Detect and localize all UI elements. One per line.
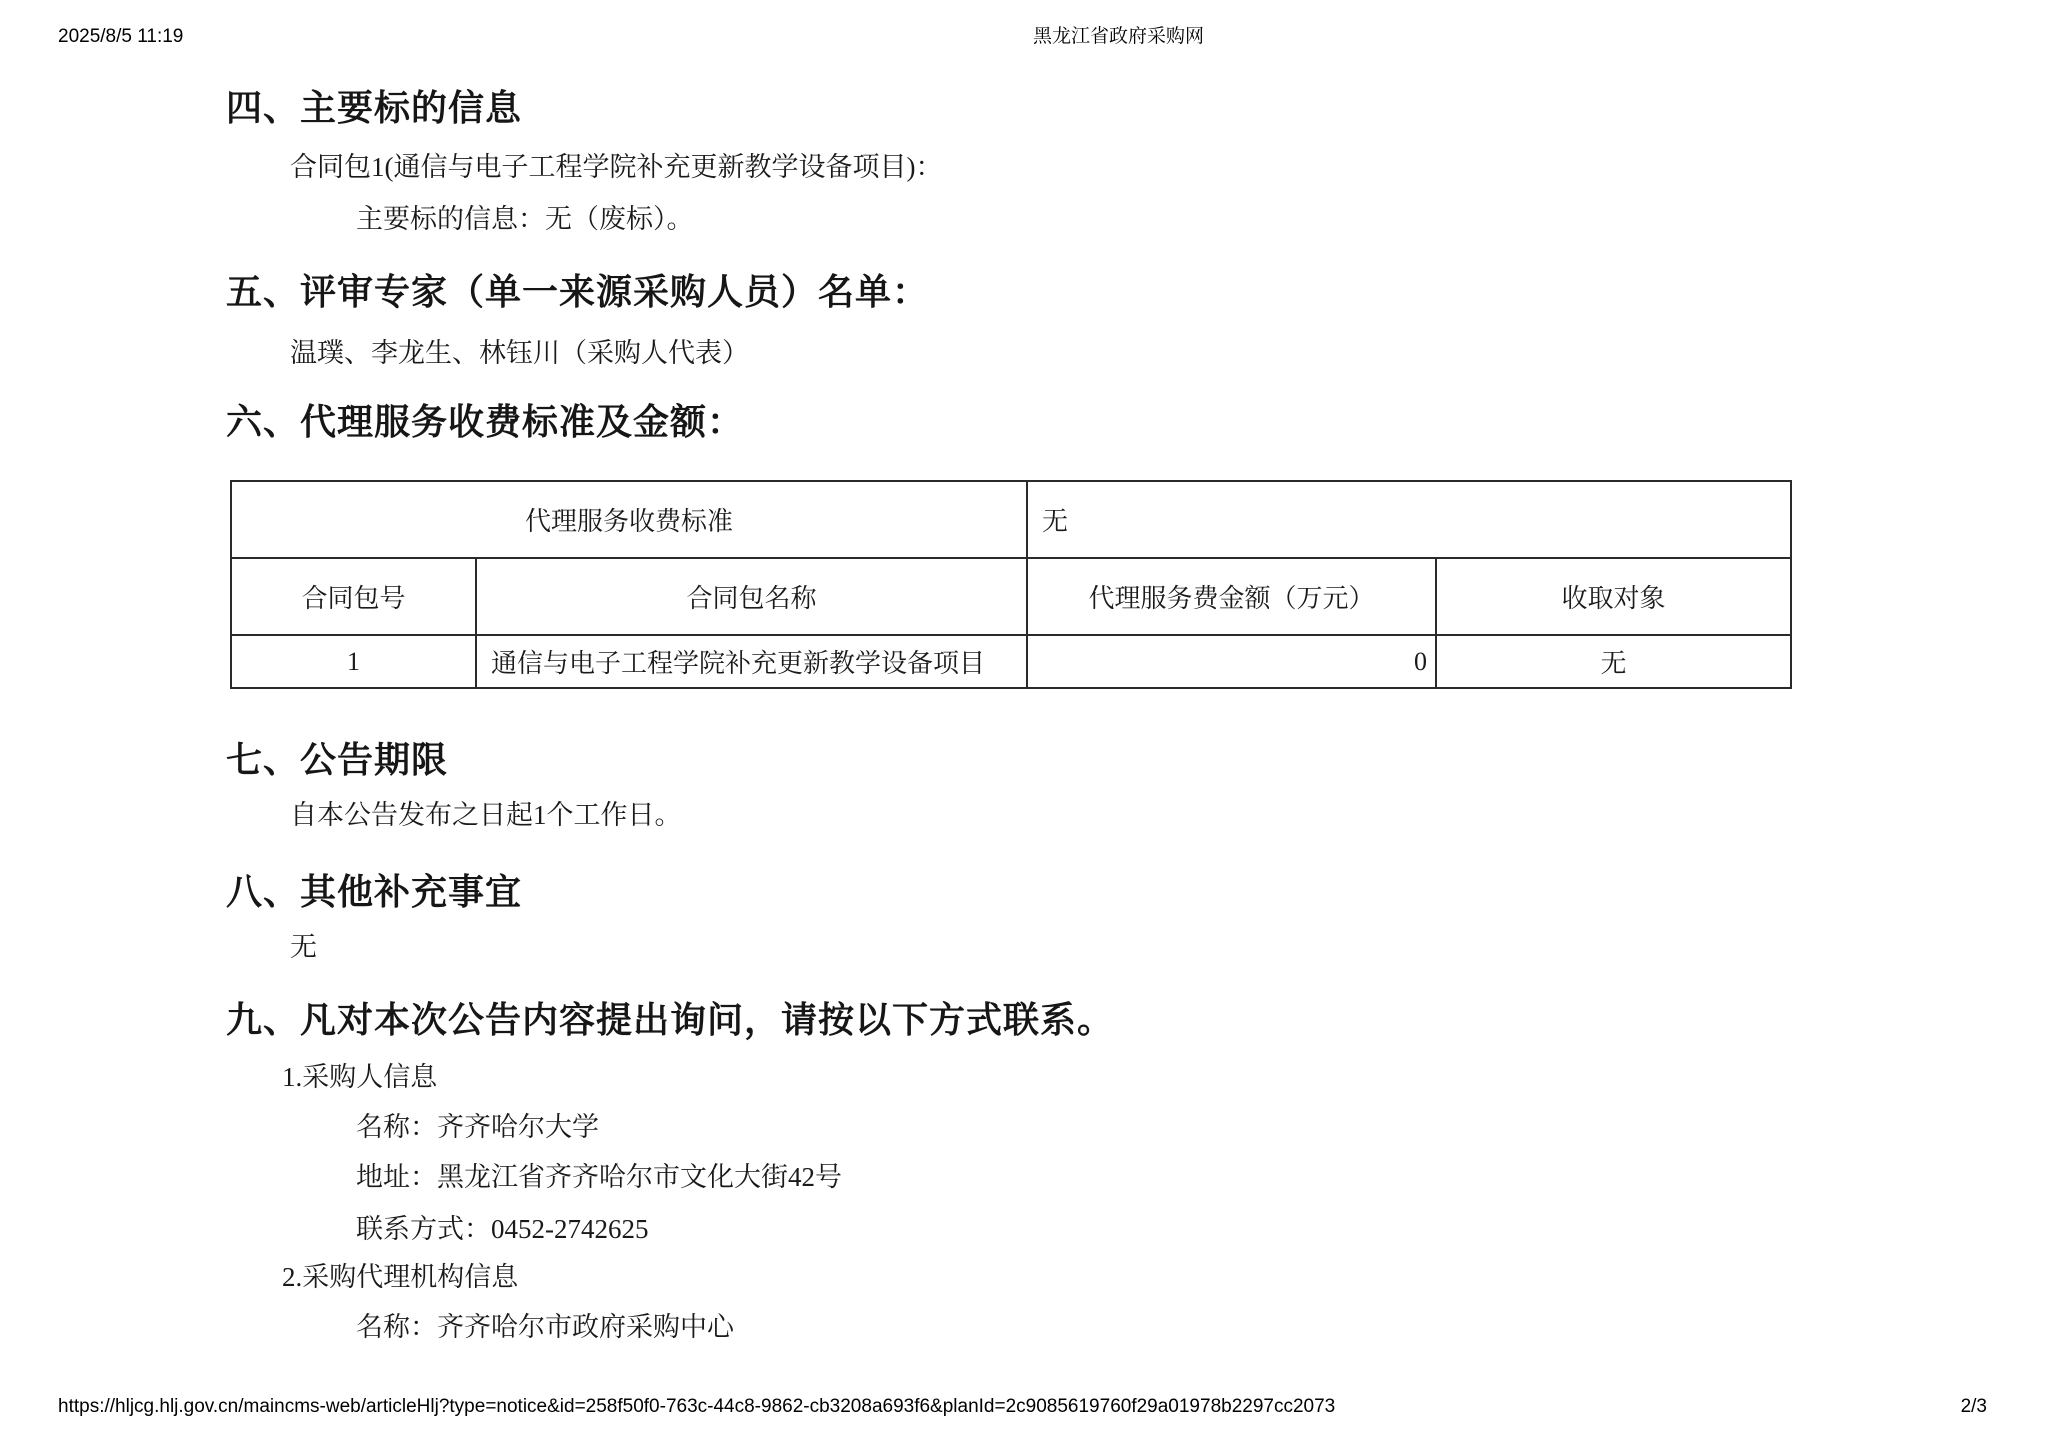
section-7-title: 七、公告期限 (226, 740, 449, 780)
agency-fee-table (230, 480, 1792, 689)
col-header-charged-party: 收取对象 (1436, 558, 1791, 635)
print-header-site-title: 黑龙江省政府采购网 (1033, 26, 1205, 47)
purchaser-phone-line: 联系方式：0452-2742625 (356, 1214, 649, 1244)
table-header-row (231, 558, 1791, 635)
fee-standard-label-cell: 代理服务收费标准 (231, 481, 1027, 558)
cell-charged-party: 无 (1436, 635, 1791, 688)
print-footer-url: https://hljcg.hlj.gov.cn/maincms-web/articleHlj?type=notice&id=258f50f0-763c-44c8-9862-cb3208a693f6&planId=2c9085619760f29a01978b2297cc2073 (58, 1396, 1336, 1417)
col-header-fee-amount: 代理服务费金额（万元） (1027, 558, 1436, 635)
section-4-subject-line: 主要标的信息：无（废标）。 (356, 204, 694, 234)
fee-standard-value-cell: 无 (1027, 481, 1791, 558)
col-header-package-name: 合同包名称 (476, 558, 1027, 635)
cell-fee-amount: 0 (1027, 635, 1436, 688)
section-7-body: 自本公告发布之日起1个工作日。 (290, 800, 682, 830)
purchaser-address-line: 地址：黑龙江省齐齐哈尔市文化大街42号 (356, 1162, 842, 1192)
cell-package-name: 通信与电子工程学院补充更新教学设备项目 (476, 635, 1027, 688)
section-4-package-line: 合同包1(通信与电子工程学院补充更新教学设备项目)： (290, 152, 943, 182)
section-5-experts-line: 温璞、李龙生、林钰川（采购人代表） (290, 338, 749, 368)
table-row (231, 481, 1791, 558)
section-6-title: 六、代理服务收费标准及金额： (226, 402, 745, 442)
col-header-package-no: 合同包号 (231, 558, 476, 635)
agency-info-heading: 2.采购代理机构信息 (282, 1262, 519, 1292)
table-data-row (231, 635, 1791, 688)
section-8-body: 无 (290, 932, 317, 962)
print-header-datetime: 2025/8/5 11:19 (58, 26, 184, 47)
cell-package-no: 1 (231, 635, 476, 688)
print-footer-page-number: 2/3 (1960, 1396, 1987, 1417)
section-8-title: 八、其他补充事宜 (226, 872, 523, 912)
purchaser-info-heading: 1.采购人信息 (282, 1062, 438, 1092)
section-5-title: 五、评审专家（单一来源采购人员）名单： (226, 272, 930, 312)
section-4-title: 四、主要标的信息 (226, 88, 523, 128)
purchaser-name-line: 名称：齐齐哈尔大学 (356, 1112, 599, 1142)
agency-name-line: 名称：齐齐哈尔市政府采购中心 (356, 1312, 734, 1342)
section-9-title: 九、凡对本次公告内容提出询问，请按以下方式联系。 (226, 1000, 1115, 1040)
